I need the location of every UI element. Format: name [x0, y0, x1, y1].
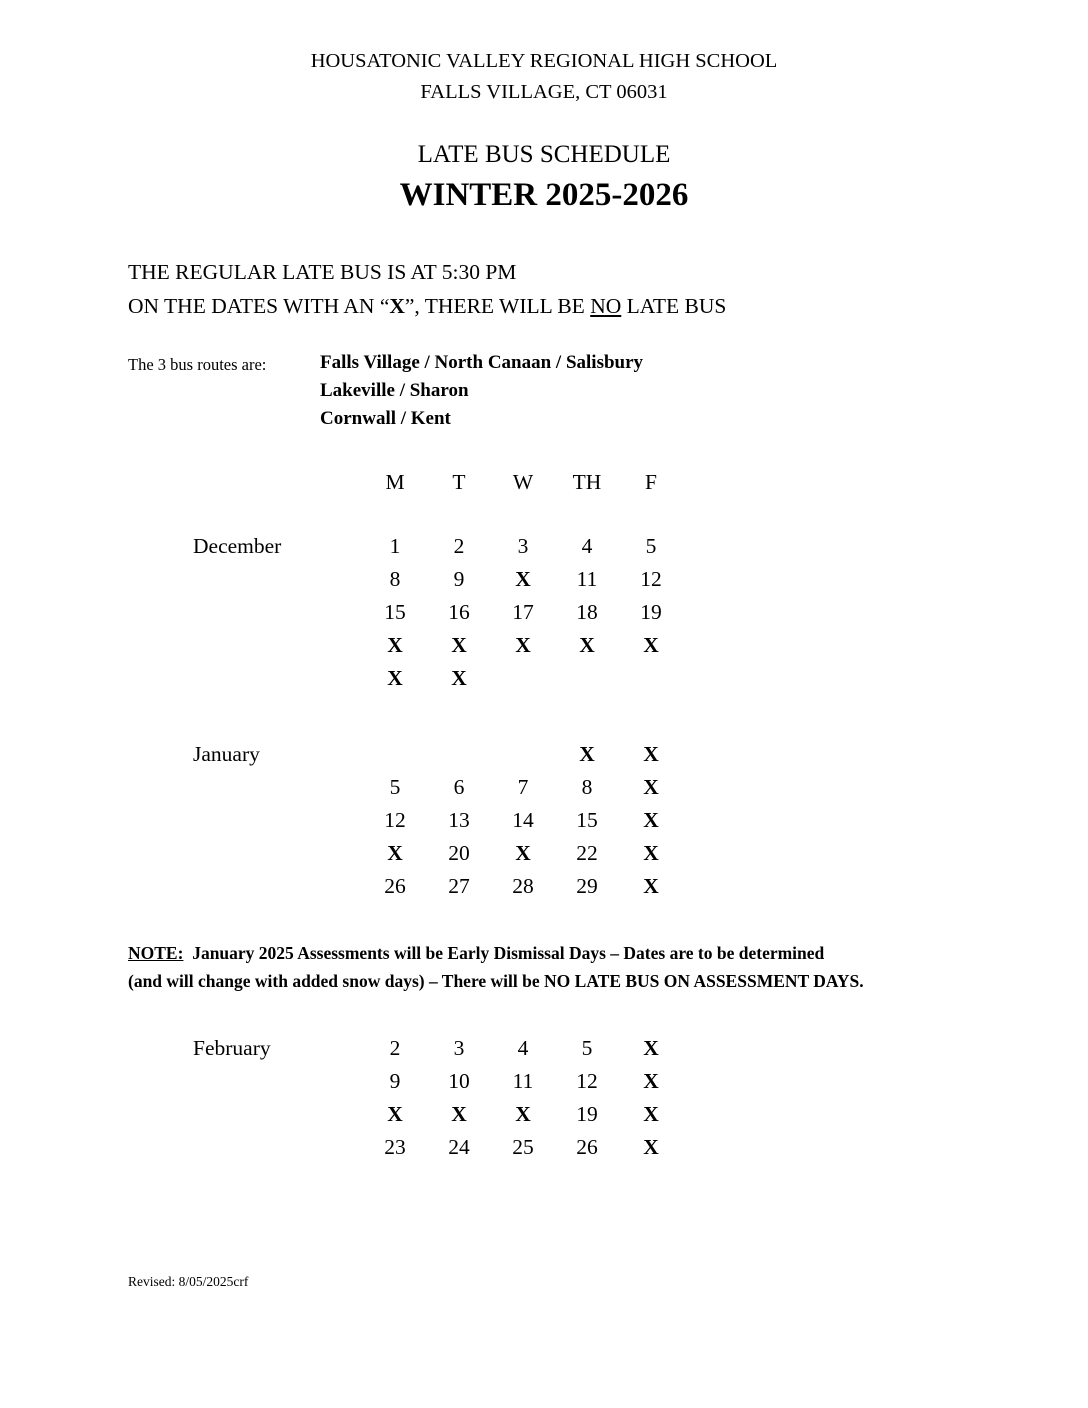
month-label — [193, 662, 363, 695]
day-cell: 1 — [389, 534, 401, 558]
day-cell: 12 — [384, 808, 406, 832]
month-label — [193, 596, 363, 629]
no-late-bus-marker: X — [387, 1102, 403, 1126]
no-late-bus-marker: X — [643, 1102, 659, 1126]
day-cell: 16 — [448, 600, 470, 624]
note-line-2: (and will change with added snow days) – There will be NO LATE BUS ON ASSESSMENT DAYS. — [128, 970, 864, 991]
day-cell: 28 — [512, 874, 534, 898]
month-label — [193, 1065, 363, 1098]
day-cell: 19 — [576, 1102, 598, 1126]
day-cell: 26 — [384, 874, 406, 898]
no-late-bus-marker: X — [579, 633, 595, 657]
day-cell: 5 — [581, 1036, 593, 1060]
day-cell: 15 — [384, 600, 406, 624]
day-cell: 10 — [448, 1069, 470, 1093]
day-cell: 4 — [517, 1036, 529, 1060]
no-late-bus-marker: X — [643, 1069, 659, 1093]
day-cell: 12 — [576, 1069, 598, 1093]
no-late-bus-marker: X — [643, 874, 659, 898]
weekday-header-spacer — [193, 466, 363, 499]
no-late-bus-marker: X — [515, 841, 531, 865]
weekday-header-row — [193, 466, 683, 499]
day-header-friday: F — [645, 470, 657, 494]
month-label — [193, 629, 363, 662]
intro-line-2-mid: ”, THERE WILL BE — [404, 293, 591, 318]
day-cell: 3 — [453, 1036, 465, 1060]
schedule-row — [193, 563, 683, 596]
document-header — [0, 46, 1088, 108]
no-late-bus-marker: X — [515, 1102, 531, 1126]
day-cell: 9 — [389, 1069, 401, 1093]
routes-label: The 3 bus routes are: — [128, 355, 267, 374]
schedule-row — [193, 804, 683, 837]
day-cell: 4 — [581, 534, 593, 558]
bus-routes-section — [128, 349, 643, 433]
intro-line-2-pre: ON THE DATES WITH AN “ — [128, 293, 390, 318]
no-late-bus-marker: X — [515, 633, 531, 657]
day-cell — [619, 662, 683, 695]
day-cell: 5 — [389, 775, 401, 799]
month-label: December — [193, 534, 282, 558]
no-late-bus-marker: X — [579, 742, 595, 766]
intro-line-2-no: NO — [590, 293, 622, 318]
day-cell: 15 — [576, 808, 598, 832]
day-cell: 20 — [448, 841, 470, 865]
month-label — [193, 837, 363, 870]
assessment-note — [128, 940, 973, 995]
december-table — [193, 530, 683, 695]
day-cell: 26 — [576, 1135, 598, 1159]
no-late-bus-marker: X — [643, 1135, 659, 1159]
title-block — [0, 137, 1088, 217]
no-late-bus-marker: X — [643, 841, 659, 865]
no-late-bus-marker: X — [643, 775, 659, 799]
day-cell: 23 — [384, 1135, 406, 1159]
month-label — [193, 1131, 363, 1164]
route-item: Lakeville / Sharon — [320, 380, 469, 401]
intro-line-2-post: LATE BUS — [621, 293, 727, 318]
day-cell — [363, 738, 427, 771]
no-late-bus-marker: X — [515, 567, 531, 591]
no-late-bus-marker: X — [387, 841, 403, 865]
note-text-1: January 2025 Assessments will be Early Dismissal Days – Dates are to be determined — [192, 943, 825, 963]
day-cell: 27 — [448, 874, 470, 898]
schedule-row — [193, 1032, 683, 1065]
day-cell: 6 — [453, 775, 465, 799]
schedule-row — [193, 596, 683, 629]
day-header-thursday: TH — [572, 470, 602, 494]
no-late-bus-marker: X — [643, 742, 659, 766]
routes-list — [320, 349, 643, 433]
day-cell — [491, 738, 555, 771]
day-cell: 11 — [512, 1069, 534, 1093]
schedule-row — [193, 1131, 683, 1164]
day-cell: 2 — [453, 534, 465, 558]
month-label — [193, 870, 363, 903]
month-label — [193, 563, 363, 596]
day-cell: 29 — [576, 874, 598, 898]
month-label: January — [193, 742, 260, 766]
day-cell: 17 — [512, 600, 534, 624]
no-late-bus-marker: X — [643, 633, 659, 657]
day-cell: 24 — [448, 1135, 470, 1159]
day-cell: 12 — [640, 567, 662, 591]
day-cell — [555, 662, 619, 695]
schedule-row — [193, 662, 683, 695]
no-late-bus-marker: X — [643, 808, 659, 832]
month-label — [193, 804, 363, 837]
day-cell: 18 — [576, 600, 598, 624]
january-table — [193, 738, 683, 903]
day-cell: 2 — [389, 1036, 401, 1060]
schedule-row — [193, 870, 683, 903]
document-subtitle: LATE BUS SCHEDULE — [417, 141, 671, 168]
day-cell: 11 — [576, 567, 598, 591]
intro-paragraph — [128, 256, 726, 323]
day-header-wednesday: W — [512, 470, 534, 494]
month-label — [193, 771, 363, 804]
day-cell: 14 — [512, 808, 534, 832]
day-cell: 5 — [645, 534, 657, 558]
intro-line-1: THE REGULAR LATE BUS IS AT 5:30 PM — [128, 260, 517, 284]
no-late-bus-marker: X — [387, 633, 403, 657]
february-table — [193, 1032, 683, 1164]
no-late-bus-marker: X — [643, 1036, 659, 1060]
day-cell: 22 — [576, 841, 598, 865]
day-cell: 3 — [517, 534, 529, 558]
schedule-row — [193, 771, 683, 804]
month-label — [193, 1098, 363, 1131]
schedule-row — [193, 837, 683, 870]
day-cell: 7 — [517, 775, 529, 799]
route-item: Cornwall / Kent — [320, 408, 451, 429]
note-label: NOTE: — [128, 943, 184, 963]
schedule-row — [193, 738, 683, 771]
day-cell: 8 — [581, 775, 593, 799]
no-late-bus-marker: X — [451, 633, 467, 657]
day-cell: 25 — [512, 1135, 534, 1159]
month-label: February — [193, 1036, 271, 1060]
no-late-bus-marker: X — [451, 1102, 467, 1126]
school-name: HOUSATONIC VALLEY REGIONAL HIGH SCHOOL — [310, 50, 778, 72]
intro-line-2 — [128, 290, 726, 324]
intro-line-2-x: X — [389, 293, 405, 318]
day-cell: 8 — [389, 567, 401, 591]
day-cell — [491, 662, 555, 695]
schedule-row — [193, 629, 683, 662]
route-item: Falls Village / North Canaan / Salisbury — [320, 352, 644, 373]
day-cell: 19 — [640, 600, 662, 624]
document-title: WINTER 2025-2026 — [399, 177, 689, 213]
revision-note: Revised: 8/05/2025crf — [128, 1274, 249, 1289]
day-cell: 13 — [448, 808, 470, 832]
school-address: FALLS VILLAGE, CT 06031 — [420, 81, 668, 103]
day-cell — [427, 738, 491, 771]
schedule-row — [193, 1065, 683, 1098]
schedule-row — [193, 530, 683, 563]
day-header-tuesday: T — [452, 470, 466, 494]
day-header-monday: M — [385, 470, 405, 494]
no-late-bus-marker: X — [387, 666, 403, 690]
no-late-bus-marker: X — [451, 666, 467, 690]
note-line-1 — [128, 940, 973, 968]
schedule-row — [193, 1098, 683, 1131]
day-cell: 9 — [453, 567, 465, 591]
